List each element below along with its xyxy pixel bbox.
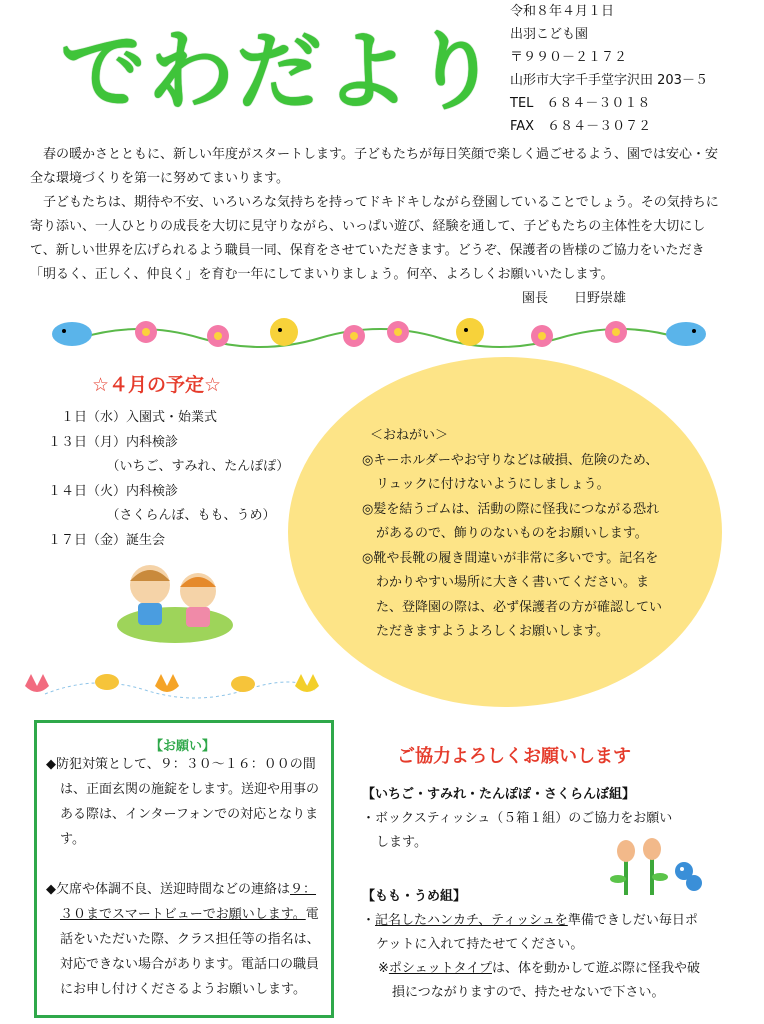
intro-paragraph-1: 春の暖かさとともに、新しい年度がスタートします。子どもたちが毎日笑顔で楽しく過ごせるよう、園では安心・安全な環境づくりを第一に努めてまいります。 [30, 147, 718, 186]
bee-icon [95, 674, 119, 690]
group1-item: ・ボックスティッシュ（５箱１組）のご協力をお願いします。 [362, 811, 673, 850]
note-rest: は、体を動かして遊ぶ際に怪我や破損につながりますので、持たせないで下さい。 [392, 961, 701, 1000]
sprout-icon [610, 840, 635, 895]
schedule-line: （いちご、すみれ、たんぽぽ） [48, 459, 290, 474]
principal-signature: 園長 日野崇雄 [522, 291, 627, 306]
note-emphasis: ポシェットタイプ [388, 961, 492, 976]
issue-date: 令和８年４月１日 [510, 4, 615, 19]
intro-paragraph-2 [30, 191, 720, 287]
schedule-line: １４日（火）内科検診 [48, 483, 179, 499]
group2-emphasis: 記名したハンカチ、ティッシュを [375, 913, 568, 928]
flower-icon [207, 325, 229, 347]
flower-vine-decoration [40, 310, 720, 360]
flower-icon [605, 321, 627, 343]
tulip-icon [25, 674, 49, 692]
group2-rest: 準備できしだい毎日ポケットに入れて持たせてください。 [376, 913, 698, 952]
bird-icon [52, 322, 92, 346]
request-item-2-emphasis: ９：３０までスマートビューでお願いします。 [60, 882, 317, 922]
tulip-icon [155, 674, 179, 692]
sprout-icon [643, 838, 668, 895]
intro-text [30, 143, 720, 287]
flower-icon [387, 321, 409, 343]
notice-content [362, 424, 662, 645]
request-item-2-rest: 電話をいただいた際、クラス担任等の指名は、対応できない場合があります。電話口の職員にお申し付けくださるようお願いします。 [60, 907, 320, 997]
notice-title: ＜おねがい＞ [370, 428, 449, 443]
intro-paragraph-2-text: 子どもたちは、期待や不安、いろいろな気持ちを持ってドキドキしながら登園していることでしょう。その気持ちに寄り添い、一人ひとりの成長を大切に見守りながら、いっぱい遊び、経験を通して、子どもたちの主体性を大切にして、新しい世界を広げられるよう職員一同、保育をさせていただきます。どうぞ、保護者の皆様のご協力をいただき「明るく、正しく、仲良く」を育む一年にしてまいりましょう。何卒、よろしくお願いいたします。 [30, 195, 719, 282]
schedule-title: ☆４月の予定☆ [92, 374, 222, 396]
request-item-1: ◆防犯対策として、９：３０～１６：００の間は、正面玄関の施錠をします。送迎や用事のある際は、インターフォンでの対応となります。 [46, 757, 319, 847]
request-item-2-lead: ◆欠席や体調不良、送迎時間などの連絡は [46, 882, 290, 897]
tulip-bee-decoration [15, 668, 335, 704]
group2-note [362, 957, 702, 1005]
note-mark: ※ [378, 961, 389, 976]
schedule-list [48, 406, 289, 553]
chick-icon [456, 318, 484, 346]
schedule-line: １３日（月）内科検診 [48, 434, 179, 450]
flower-icon [343, 325, 365, 347]
notice-item: ◎髪を結うゴムは、活動の際に怪我につながる恐れがあるので、飾りのないものをお願いします。 [362, 501, 660, 541]
request-box-text [46, 752, 328, 1002]
chick-icon [270, 318, 298, 346]
header-info [510, 0, 708, 138]
postal-code: 〒９９０－２１７２ [510, 50, 628, 65]
ant-icon [675, 862, 702, 891]
notice-item: ◎靴や長靴の履き間違いが非常に多いです。記名をわかりやすい場所に大きく書いてください。また、登降園の際は、必ず保護者の方が確認していただきますようよろしくお願いします。 [362, 550, 663, 639]
flower-icon [135, 321, 157, 343]
fax: FAX ６８４－３０７２ [510, 119, 652, 134]
bee-icon [231, 676, 255, 692]
address: 山形市大字千手堂字沢田 203－５ [510, 73, 708, 88]
group2-item [362, 909, 702, 957]
group1-heading: 【いちご・すみれ・たんぽぽ・さくらんぼ組】 [362, 787, 636, 802]
sprout-ant-illustration [610, 835, 710, 905]
notice-item: ◎キーホルダーやお守りなどは破損、危険のため、リュックに付けないようにしましょう。 [362, 452, 659, 492]
schedule-line: １日（水）入園式・始業式 [48, 410, 218, 425]
tel: TEL ６８４－３０１８ [510, 96, 651, 111]
schedule-line: （さくらんぼ、もも、うめ） [48, 508, 276, 523]
flower-icon [531, 325, 553, 347]
cooperation-title: ご協力よろしくお願いします [397, 746, 631, 767]
bird-icon [666, 322, 706, 346]
tulip-icon [295, 674, 319, 692]
request-box-title: 【お願い】 [150, 739, 216, 754]
schedule-line: １７日（金）誕生会 [48, 532, 166, 548]
request-item-2 [46, 877, 328, 1002]
children-illustration [110, 555, 240, 645]
group2-bullet: ・ [362, 913, 376, 928]
org-name: 出羽こども園 [510, 27, 589, 42]
newsletter-title: でわだより [60, 22, 500, 122]
group2-heading: 【もも・うめ組】 [362, 889, 467, 904]
